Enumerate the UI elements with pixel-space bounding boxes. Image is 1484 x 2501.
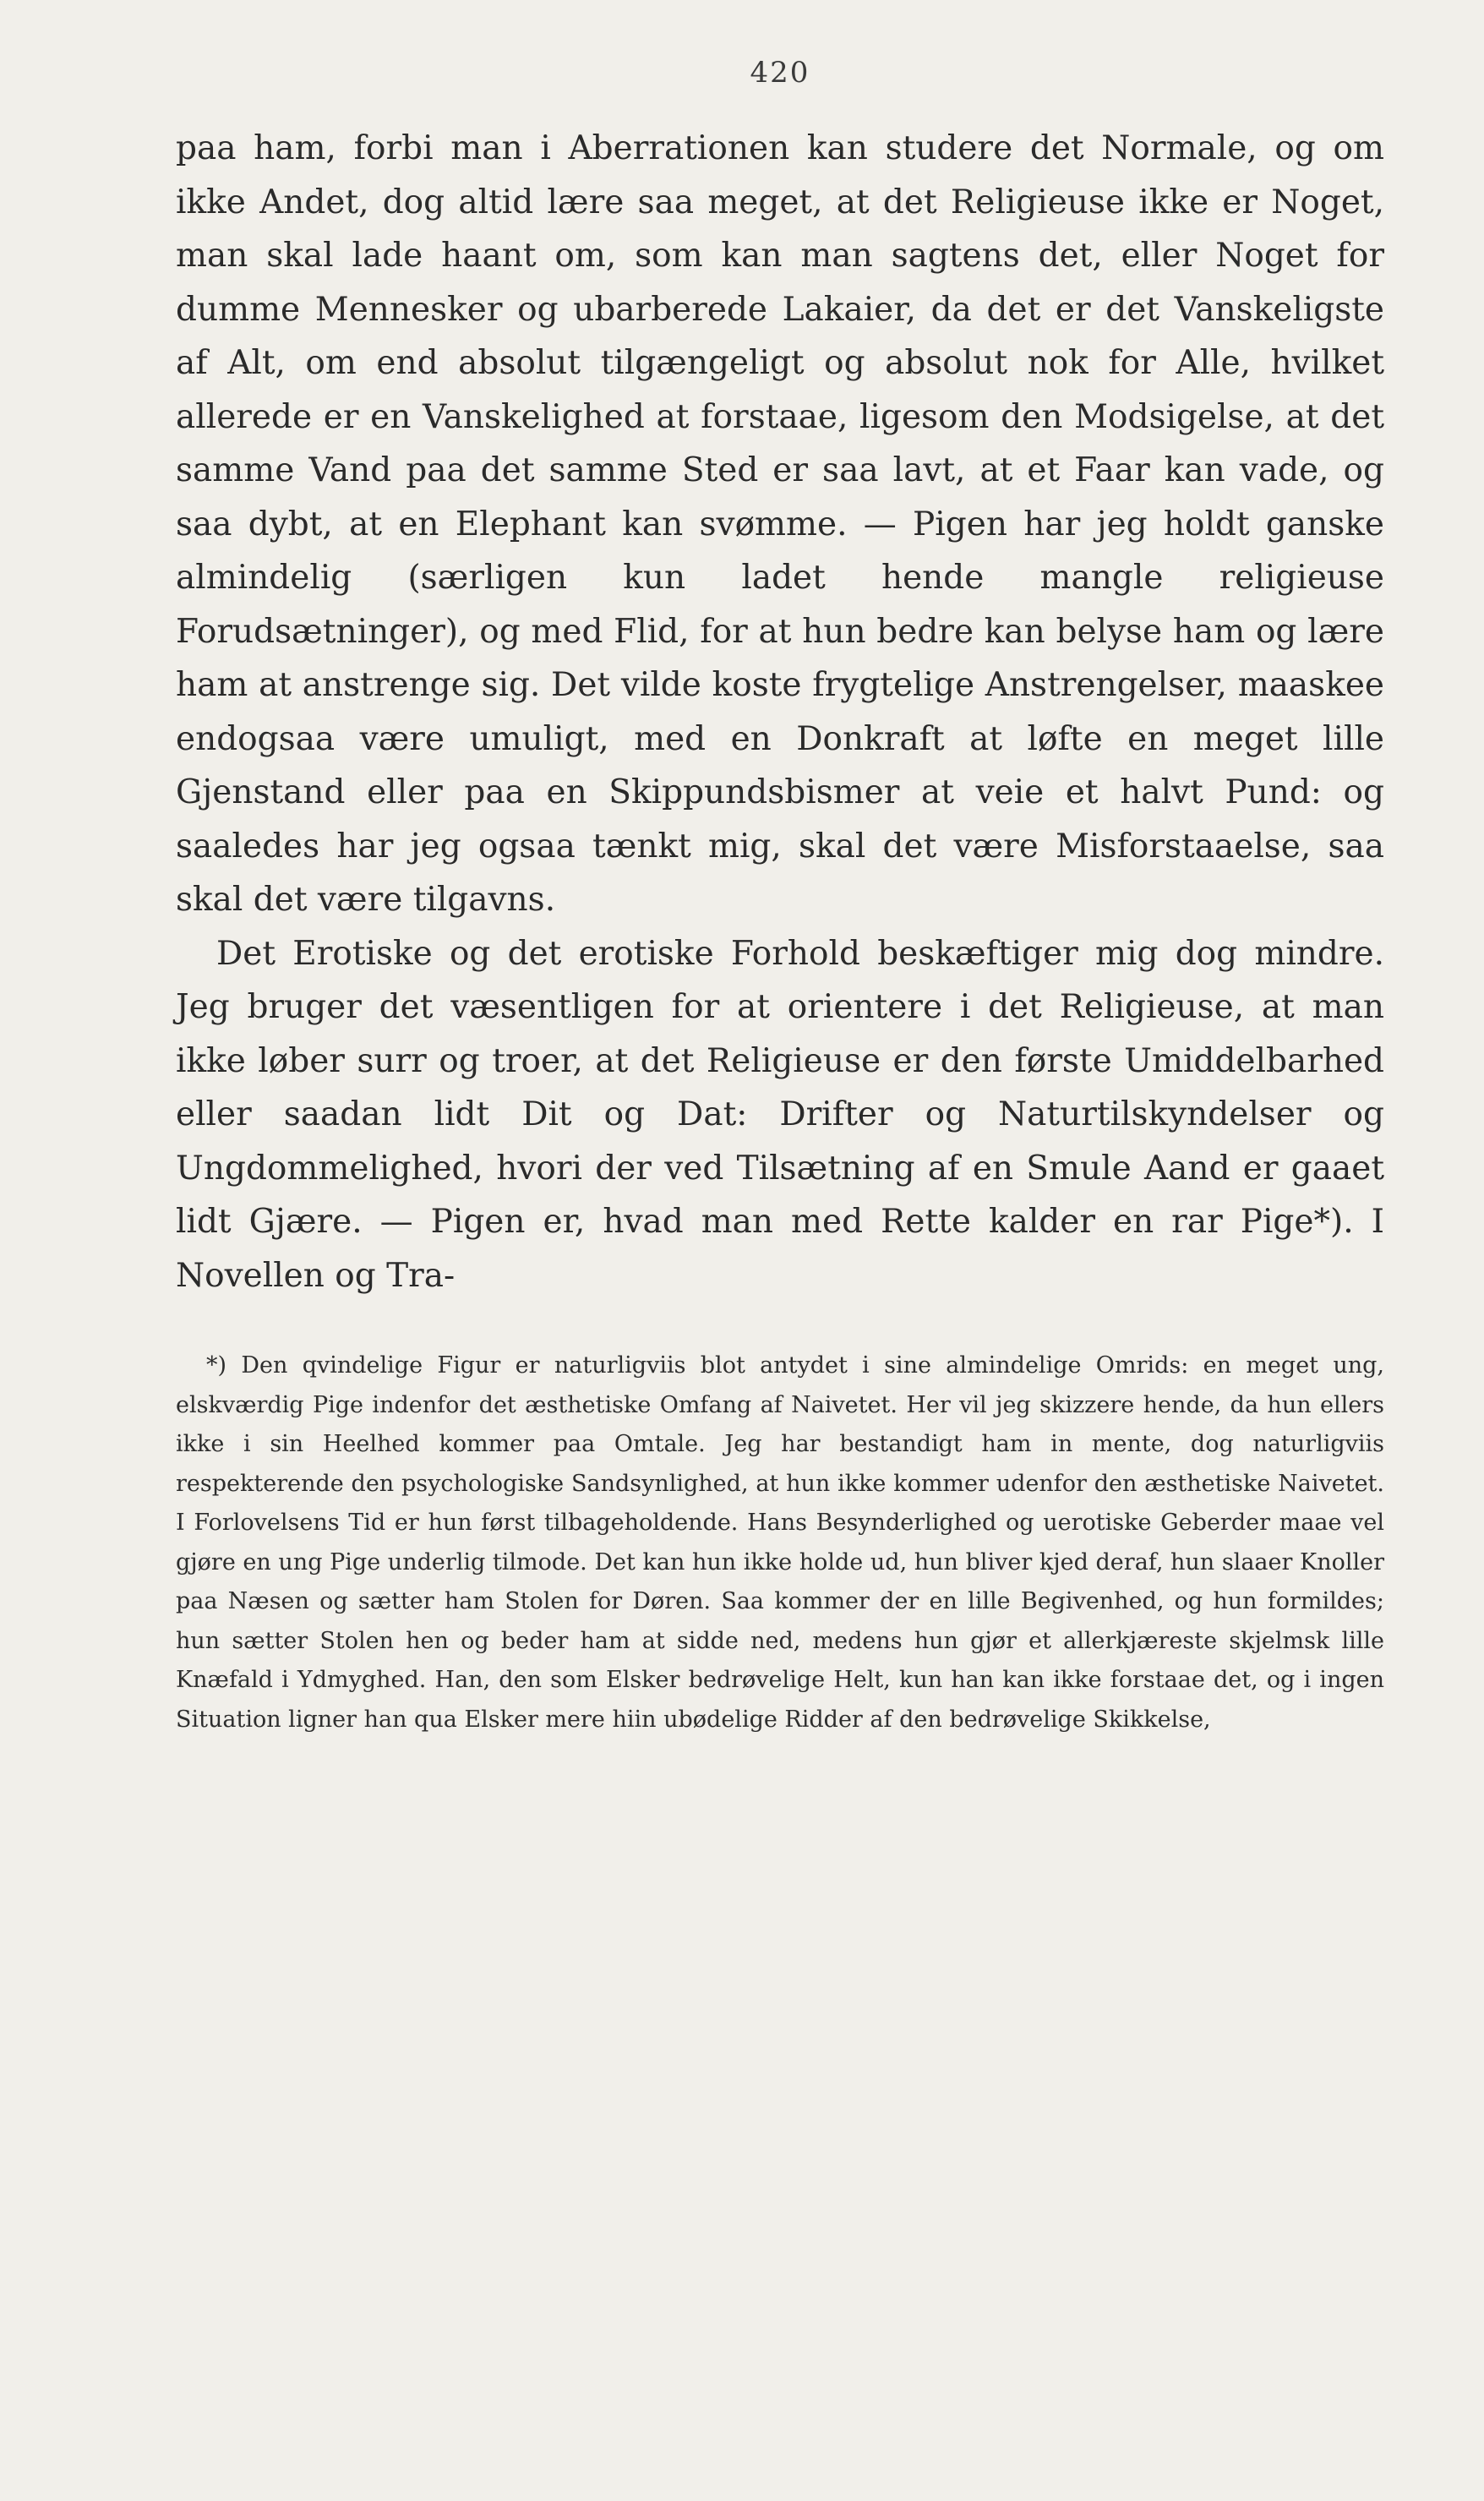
page-number: 420 <box>750 56 810 90</box>
body-text <box>176 122 1384 1302</box>
paragraph: paa ham, forbi man i Aberrationen kan studere det Normale, og om ikke Andet, dog altid lære saa meget, at det Religieuse ikke er Noget, man skal lade haant om, som kan man sagtens det, eller Noget for dumme Mennesker og ubarberede Lakaier, da det er det Vanskeligste af Alt, om end absolut tilgængeligt og absolut nok for Alle, hvilket allerede er en Vanskelighed at forstaae, ligesom den Modsigelse, at det samme Vand paa det samme Sted er saa lavt, at et Faar kan vade, og saa dybt, at en Elephant kan svømme. — Pigen har jeg holdt ganske almindelig (særligen kun ladet hende mangle religieuse Forudsætninger), og med Flid, for at hun bedre kan belyse ham og lære ham at anstrenge sig. Det vilde koste frygtelige Anstrengelser, maaskee endogsaa være umuligt, med en Donkraft at løfte en meget lille Gjenstand eller paa en Skippundsbismer at veie et halvt Pund: og saaledes har jeg ogsaa tænkt mig, skal det være Misforstaaelse, saa skal det være tilgavns. <box>176 129 1384 919</box>
footnote: *) Den qvindelige Figur er naturligviis blot antydet i sine almindelige Omrids: en meget ung, elskværdig Pige indenfor det æsthetiske Omfang af Naivetet. Her vil jeg skizzere hende, da hun ellers ikke i sin Heelhed kommer paa Omtale. Jeg har bestandigt ham in mente, dog naturligviis respekterende den psychologiske Sandsynlighed, at hun ikke kommer udenfor den æsthetiske Naivetet. I Forlovelsens Tid er hun først tilbageholdende. Hans Besynderlighed og uerotiske Geberder maae vel gjøre en ung Pige underlig tilmode. Det kan hun ikke holde ud, hun bliver kjed deraf, hun slaaer Knoller paa Næsen og sætter ham Stolen for Døren. Saa kommer der en lille Begivenhed, og hun formildes; hun sætter Stolen hen og beder ham at sidde ned, medens hun gjør et allerkjæreste skjelmsk lille Knæfald i Ydmyghed. Han, den som Elsker bedrøvelige Helt, kun han kan ikke forstaae det, og i ingen Situation ligner han qua Elsker mere hiin ubødelige Ridder af den bedrøvelige Skikkelse, <box>176 1352 1384 1733</box>
book-page <box>176 56 1384 1739</box>
paragraph: Det Erotiske og det erotiske Forhold beskæftiger mig dog mindre. Jeg bruger det væsentligen for at orientere i det Religieuse, at man ikke løber surr og troer, at det Religieuse er den første Umiddelbarhed eller saadan lidt Dit og Dat: Drifter og Naturtilskyndelser og Ungdommelighed, hvori der ved Tilsætning af en Smule Aand er gaaet lidt Gjære. — Pigen er, hvad man med Rette kalder en rar Pige*). I Novellen og Tra- <box>176 934 1384 1295</box>
